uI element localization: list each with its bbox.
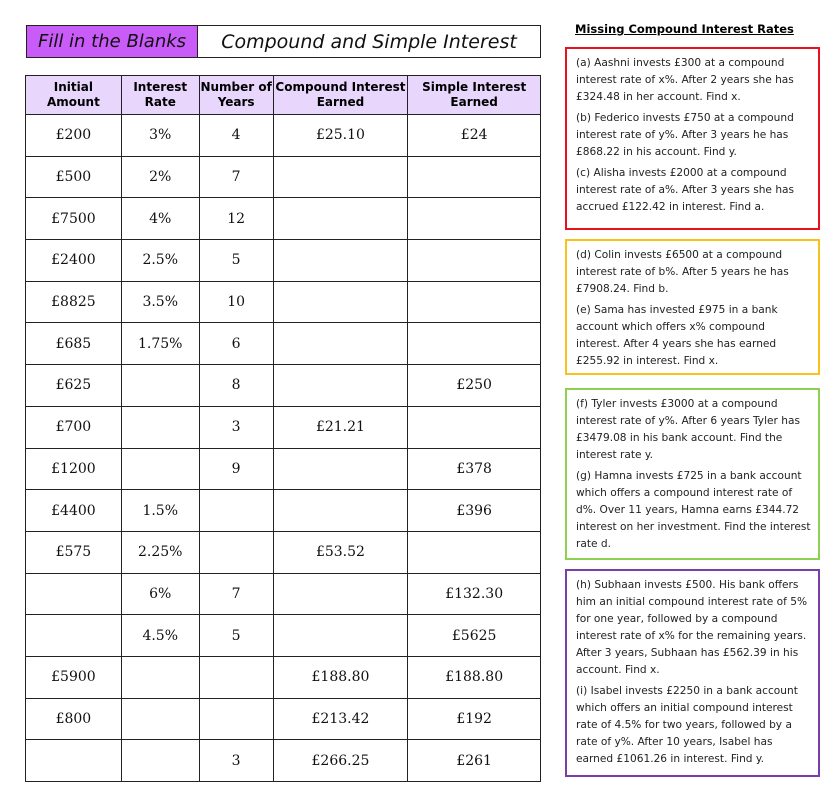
question-text: (g) Hamna invests £725 in a bank account which offers a compound interest rate of d%. Over 11 years, Hamna earns £344.72 interest on her investment. Find the interest rate d. — [576, 470, 811, 550]
table-cell: £200 — [26, 115, 122, 157]
table-row — [26, 615, 541, 657]
table-cell[interactable] — [273, 615, 408, 657]
table-cell[interactable] — [199, 531, 273, 573]
question-box-green — [565, 388, 820, 560]
table-cell: £132.30 — [408, 573, 541, 615]
table-cell: £192 — [408, 698, 541, 740]
interest-table — [25, 75, 541, 782]
table-cell[interactable] — [408, 323, 541, 365]
table-cell: 5 — [199, 615, 273, 657]
table-row — [26, 448, 541, 490]
table-cell: 3 — [199, 740, 273, 782]
table-row — [26, 115, 541, 157]
table-cell: £188.80 — [408, 656, 541, 698]
table-cell: £575 — [26, 531, 122, 573]
question-text: (b) Federico invests £750 at a compound interest rate of y%. After 3 years he has £868.22 in his account. Find y. — [576, 112, 794, 158]
table-cell: £24 — [408, 115, 541, 157]
table-cell[interactable] — [408, 198, 541, 240]
table-cell: £21.21 — [273, 406, 408, 448]
table-cell[interactable] — [121, 406, 199, 448]
table-cell: £8825 — [26, 281, 122, 323]
column-header: Interest Rate — [121, 76, 199, 115]
table-cell: £1200 — [26, 448, 122, 490]
table-cell: 9 — [199, 448, 273, 490]
table-cell: 10 — [199, 281, 273, 323]
column-header: Initial Amount — [26, 76, 122, 115]
table-cell: £213.42 — [273, 698, 408, 740]
table-cell: 4 — [199, 115, 273, 157]
title-bar — [26, 25, 541, 58]
table-cell[interactable] — [121, 698, 199, 740]
table-cell: 12 — [199, 198, 273, 240]
column-header: Number of Years — [199, 76, 273, 115]
table-cell: £5625 — [408, 615, 541, 657]
table-row — [26, 740, 541, 782]
table-cell: 3% — [121, 115, 199, 157]
table-cell[interactable] — [121, 656, 199, 698]
table-cell: 6 — [199, 323, 273, 365]
question-box-yellow — [565, 239, 820, 375]
table-cell: £7500 — [26, 198, 122, 240]
table-row — [26, 156, 541, 198]
table-cell: £396 — [408, 490, 541, 532]
table-cell: 8 — [199, 365, 273, 407]
table-cell[interactable] — [121, 448, 199, 490]
table-row — [26, 240, 541, 282]
table-cell: 6% — [121, 573, 199, 615]
question-box-red — [565, 47, 820, 230]
table-row — [26, 406, 541, 448]
table-cell[interactable] — [273, 240, 408, 282]
table-cell[interactable] — [199, 656, 273, 698]
title-topic: Compound and Simple Interest — [221, 30, 517, 53]
question-text: (f) Tyler invests £3000 at a compound interest rate of y%. After 6 years Tyler has £3479.08 in his bank account. Find the interest rate y. — [576, 398, 800, 461]
table-row — [26, 281, 541, 323]
table-cell[interactable] — [408, 240, 541, 282]
table-cell: £5900 — [26, 656, 122, 698]
table-cell: £685 — [26, 323, 122, 365]
table-cell: 1.5% — [121, 490, 199, 532]
table-cell: £25.10 — [273, 115, 408, 157]
table-row — [26, 698, 541, 740]
table-cell: £250 — [408, 365, 541, 407]
table-cell: 3.5% — [121, 281, 199, 323]
table-cell[interactable] — [408, 156, 541, 198]
table-cell: £700 — [26, 406, 122, 448]
table-cell: £4400 — [26, 490, 122, 532]
table-cell: £2400 — [26, 240, 122, 282]
title-fill-in-the-blanks: Fill in the Blanks — [27, 26, 198, 57]
table-cell[interactable] — [273, 323, 408, 365]
table-cell: £378 — [408, 448, 541, 490]
table-cell[interactable] — [121, 740, 199, 782]
table-cell: 3 — [199, 406, 273, 448]
table-cell: 2.25% — [121, 531, 199, 573]
table-cell: 4% — [121, 198, 199, 240]
table-cell: £500 — [26, 156, 122, 198]
table-row — [26, 365, 541, 407]
table-cell: 4.5% — [121, 615, 199, 657]
question-box-purple — [565, 569, 820, 777]
table-cell[interactable] — [199, 490, 273, 532]
table-cell[interactable] — [273, 573, 408, 615]
table-cell: 2% — [121, 156, 199, 198]
question-text: (d) Colin invests £6500 at a compound interest rate of b%. After 5 years he has £7908.24. Find b. — [576, 249, 789, 295]
table-cell[interactable] — [273, 156, 408, 198]
column-header: Compound Interest Earned — [273, 76, 408, 115]
table-cell: 2.5% — [121, 240, 199, 282]
column-header: Simple Interest Earned — [408, 76, 541, 115]
table-cell[interactable] — [273, 490, 408, 532]
table-cell[interactable] — [121, 365, 199, 407]
table-cell: £188.80 — [273, 656, 408, 698]
question-text: (i) Isabel invests £2250 in a bank account which offers an initial compound interest rate of 4.5% for two years, followed by a rate of y%. After 10 years, Isabel has earned £1061.26 in interest. Find y. — [576, 685, 798, 765]
question-text: (c) Alisha invests £2000 at a compound interest rate of a%. After 3 years she has accrued £122.42 in interest. Find a. — [576, 167, 795, 213]
table-cell[interactable] — [273, 365, 408, 407]
table-cell[interactable] — [408, 406, 541, 448]
side-heading: Missing Compound Interest Rates — [575, 22, 794, 36]
table-cell[interactable] — [26, 740, 122, 782]
table-cell: £53.52 — [273, 531, 408, 573]
table-row — [26, 656, 541, 698]
table-header-row — [26, 76, 541, 115]
table-row — [26, 198, 541, 240]
table-cell[interactable] — [26, 573, 122, 615]
table-cell: £266.25 — [273, 740, 408, 782]
table-row — [26, 323, 541, 365]
table-cell: £625 — [26, 365, 122, 407]
table-row — [26, 573, 541, 615]
table-cell[interactable] — [26, 615, 122, 657]
table-cell[interactable] — [273, 448, 408, 490]
table-cell: 7 — [199, 573, 273, 615]
table-cell[interactable] — [199, 698, 273, 740]
question-text: (a) Aashni invests £300 at a compound interest rate of x%. After 2 years she has £324.48 in her account. Find x. — [576, 57, 794, 103]
table-cell: £261 — [408, 740, 541, 782]
table-cell[interactable] — [273, 281, 408, 323]
table-cell[interactable] — [408, 531, 541, 573]
table-cell: 7 — [199, 156, 273, 198]
question-text: (h) Subhaan invests £500. His bank offers him an initial compound interest rate of 5% for one year, followed by a compound interest rate of x% for the remaining years. After 3 years, Subhaan has £562.39 in his account. Find x. — [576, 579, 808, 676]
table-cell[interactable] — [408, 281, 541, 323]
table-row — [26, 531, 541, 573]
table-row — [26, 490, 541, 532]
table-cell: £800 — [26, 698, 122, 740]
table-cell: 5 — [199, 240, 273, 282]
table-cell: 1.75% — [121, 323, 199, 365]
question-text: (e) Sama has invested £975 in a bank account which offers x% compound interest. After 4 years she has earned £255.92 in interest. Find x. — [576, 304, 778, 367]
table-cell[interactable] — [273, 198, 408, 240]
